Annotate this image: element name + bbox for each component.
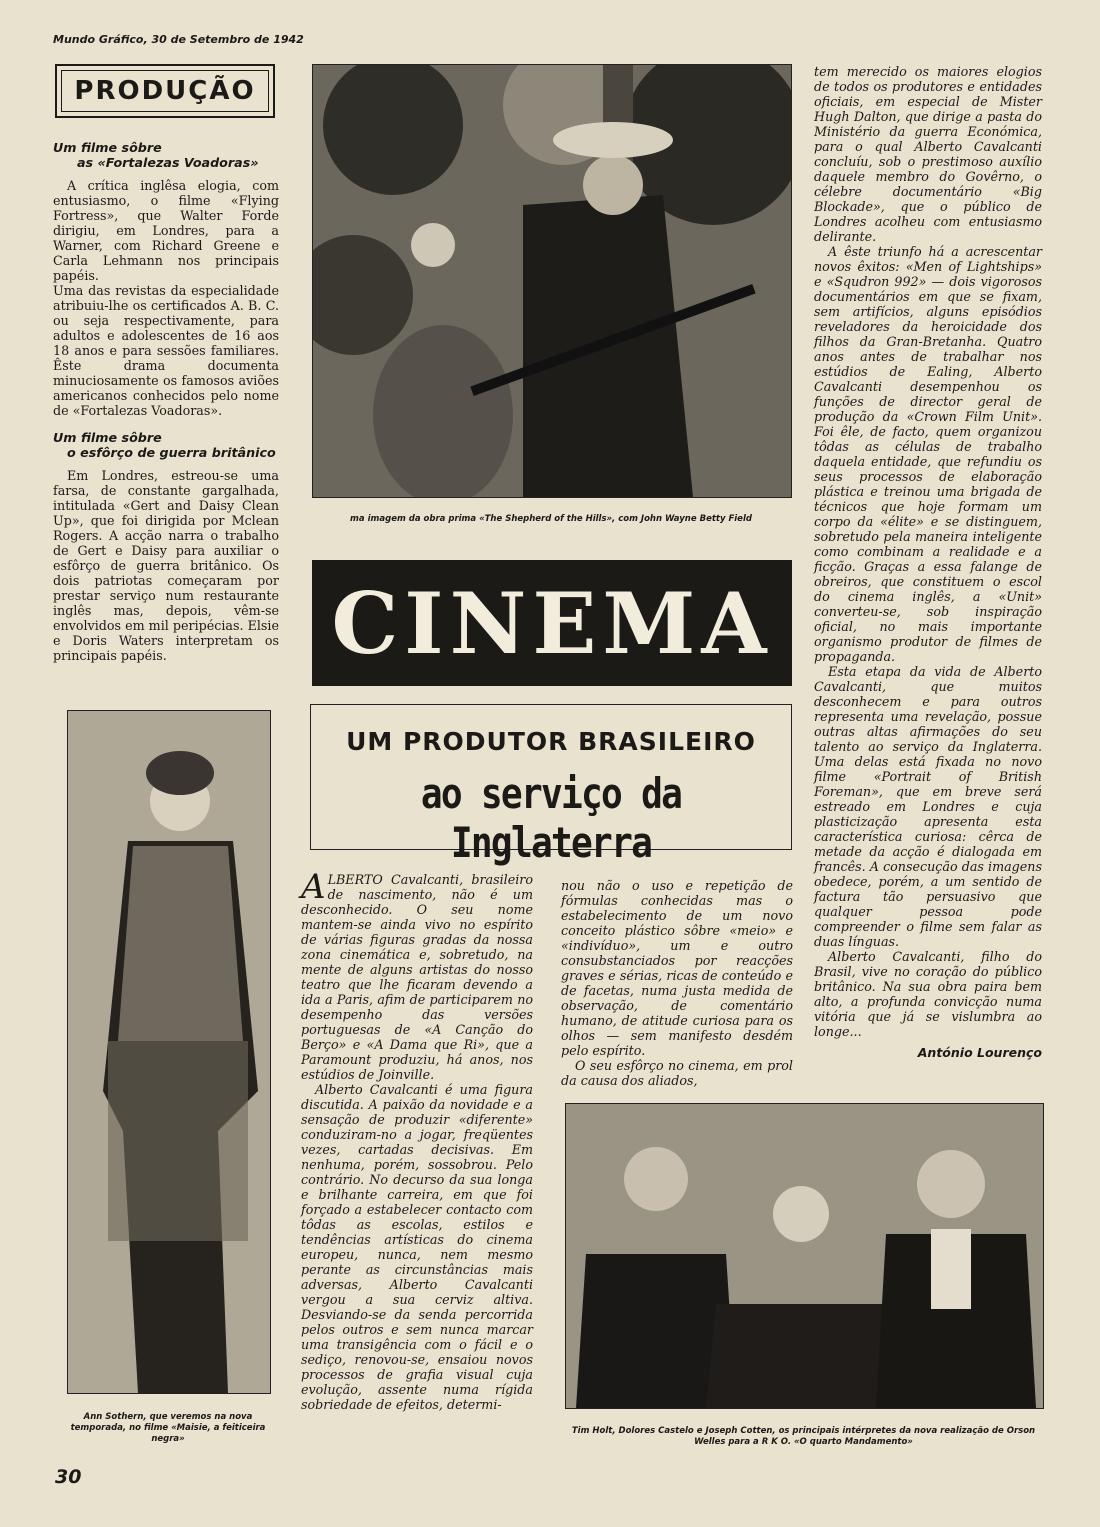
headline-line-1: UM PRODUTOR BRASILEIRO: [346, 727, 756, 756]
byline: António Lourenço: [917, 1045, 1042, 1060]
running-head: Mundo Gráfico, 30 de Setembro de 1942: [53, 33, 304, 46]
article-column-1: [301, 867, 533, 1412]
article-col3-paragraph-4: Alberto Cavalcanti, filho do Brasil, vive no coração do público britânico. Na sua obra paira bem alto, a profunda convicção numa vitória que já se vislumbra ao longe...: [814, 949, 1042, 1039]
article-col1-paragraph-2: Alberto Cavalcanti é uma figura discutida. A paixão da novidade e a sensação de produzir «diferente» conduziram-no a jogar, freqüentes vezes, cartadas decisivas. Em nenhuma, porém, sossobrou. Pelo contrário. No decurso da sua longa e brilhante carreira, em que foi forçado a estabelecer contacto com tôdas as escolas, estilos e tendências artísticas do cinema europeu, nunca, nem mesmo perante as circunstâncias mais adversas, Alberto Cavalcanti vergou a sua cerviz altiva. Desviando-se da senda percorrida pelos outros e sem nunca marcar uma transigência com o fácil e o sediço, renovou-se, ensaiou novos processos de grafia visual cuja evolução, assente numa rígida sobriedade de efeitos, determi-: [301, 1082, 533, 1412]
article-col3-paragraph-2: A êste triunfo há a acrescentar novos êxitos: «Men of Lightships» e «Squdron 992» — dois vigorosos documentários em que se fixam, sem artifícios, alguns episódios reveladores da heroicidade dos filhos da Gran-Bretanha. Quatro anos antes de trabalhar nos estúdios de Ealing, Alberto Cavalcanti desempenhou os funções de director geral de produção da «Crown Film Unit». Foi êle, de facto, quem organizou tôdas as células de trabalho daquela entidade, que refundiu os seus processos de elaboração plástica e treinou uma brigada de técnicos que hoje formam um corpo da «élite» e se distinguem, sobretudo pela maneira inteligente como combinam a realidade e a ficção. Graças a essa falange de obreiros, que constituem o escol do cinema inglês, a «Unit» converteu-se, sob inspiração oficial, no mais importante organismo produtor de filmes de propaganda.: [814, 244, 1042, 664]
cinema-banner: CINEMA: [312, 560, 792, 686]
section-title: PRODUÇÃO: [61, 70, 269, 112]
subheading-1b: as «Fortalezas Voadoras»: [77, 155, 259, 170]
article-col2-paragraph-2: O seu esfôrço no cinema, em prol da causa dos aliados,: [561, 1058, 793, 1088]
caption-left-photo: Ann Sothern, que veremos na nova temporada, no filme «Maisie, a feiticeira negra»: [70, 1412, 266, 1444]
page-number: 30: [55, 1466, 82, 1488]
section-title-box: [55, 64, 275, 118]
photo-quarto-mandamento: [565, 1103, 1044, 1409]
article-column-2: [561, 878, 793, 1088]
article-col3-paragraph-3: Esta etapa da vida de Alberto Cavalcanti, que muitos desconhecem e para outros representa uma revelação, possue outras altas afirmações do seu talento ao serviço da Inglaterra. Uma delas está fixada no novo filme «Portrait of British Foreman», que em breve será estreado em Londres e cuja plasticização apresenta esta característica curiosa: cêrca de metade da acção é dialogada em francês. A consecução das imagens obedece, porém, a um sentido de factura tão persuasivo que qualquer pessoa pode compreender o filme sem falar as duas línguas.: [814, 664, 1042, 949]
left-paragraph-1: A crítica inglêsa elogia, com entusiasmo, o filme «Flying Fortress», que Walter Forde dirigiu, em Londres, para a Warner, com Richard Greene e Carla Lehmann nos principais papéis.: [53, 178, 279, 283]
subheading-2b: o esfôrço de guerra britânico: [67, 445, 276, 460]
article-col2-paragraph-1: nou não o uso e repetição de fórmulas conhecidas mas o estabelecimento de um novo conceito plástico sôbre «meio» e «indivíduo», um e outro consubstanciados por reacções graves e sérias, ricas de conteúdo e de facetas, numa justa medida de observação, de comentário humano, de atitude curiosa para os olhos — sem manifesto desdém pelo espírito.: [561, 878, 793, 1058]
photo-ann-sothern: [67, 710, 271, 1394]
article-col1-paragraph-1: LBERTO Cavalcanti, brasileiro de nascimento, não é um desconhecido. O seu nome mantem-se ainda vivo no espírito de várias figuras gradas da nossa zona cinemática e, sobretudo, na mente de alguns artistas do nosso teatro que lhe ficaram devendo a ida a Paris, afim de participarem no desempenho das versões portuguesas de «A Canção do Berço» e «A Dama que Ri», que a Paramount produziu, há anos, nos estúdios de Joinville.: [301, 872, 533, 1082]
drop-cap: A: [301, 867, 326, 907]
caption-top-photo: ma imagem da obra prima «The Shepherd of the Hills», com John Wayne Betty Field: [350, 514, 752, 524]
left-column: [53, 140, 279, 663]
headline-box: [310, 704, 792, 867]
caption-bottom-photo: Tim Holt, Dolores Castelo e Joseph Cotten, os principais intérpretes da nova realização de Orson Welles para a R K O. «O quarto Mandamento»: [571, 1426, 1036, 1447]
photo-shepherd-of-the-hills: [312, 64, 792, 498]
headline-line-2: ao serviço da Inglaterra: [420, 769, 682, 867]
left-paragraph-3: Em Londres, estreou-se uma farsa, de constante gargalhada, intitulada «Gert and Daisy Clean Up», que foi dirigida por Mclean Rogers. A acção narra o trabalho de Gert e Daisy para auxiliar o esfôrço de guerra britânico. Os dois patriotas começaram por prestar serviço num restaurante inglês mas, depois, vêm-se envolvidos em mil peripécias. Elsie e Doris Waters interpretam os principais papéis.: [53, 468, 279, 663]
subheading-1a: Um filme sôbre: [53, 140, 162, 155]
left-paragraph-2: Uma das revistas da especialidade atribuiu-lhe os certificados A. B. C. ou seja respectivamente, para adultos e adolescentes de 16 aos 18 anos e para sessões familiares. Êste drama documenta minuciosamente os famosos aviões americanos conhecidos pelo nome de «Fortalezas Voadoras».: [53, 283, 279, 418]
article-column-3: [814, 64, 1042, 1060]
article-col3-paragraph-1: tem merecido os maiores elogios de todos os produtores e entidades oficiais, em especial de Mister Hugh Dalton, que dirige a pasta do Ministério da guerra Económica, para o qual Alberto Cavalcanti concluíu, sob o prestimoso auxílio daquele membro do Govêrno, o célebre documentário «Big Blockade», que o público de Londres acolheu com entusiasmo delirante.: [814, 64, 1042, 244]
subheading-2a: Um filme sôbre: [53, 430, 162, 445]
